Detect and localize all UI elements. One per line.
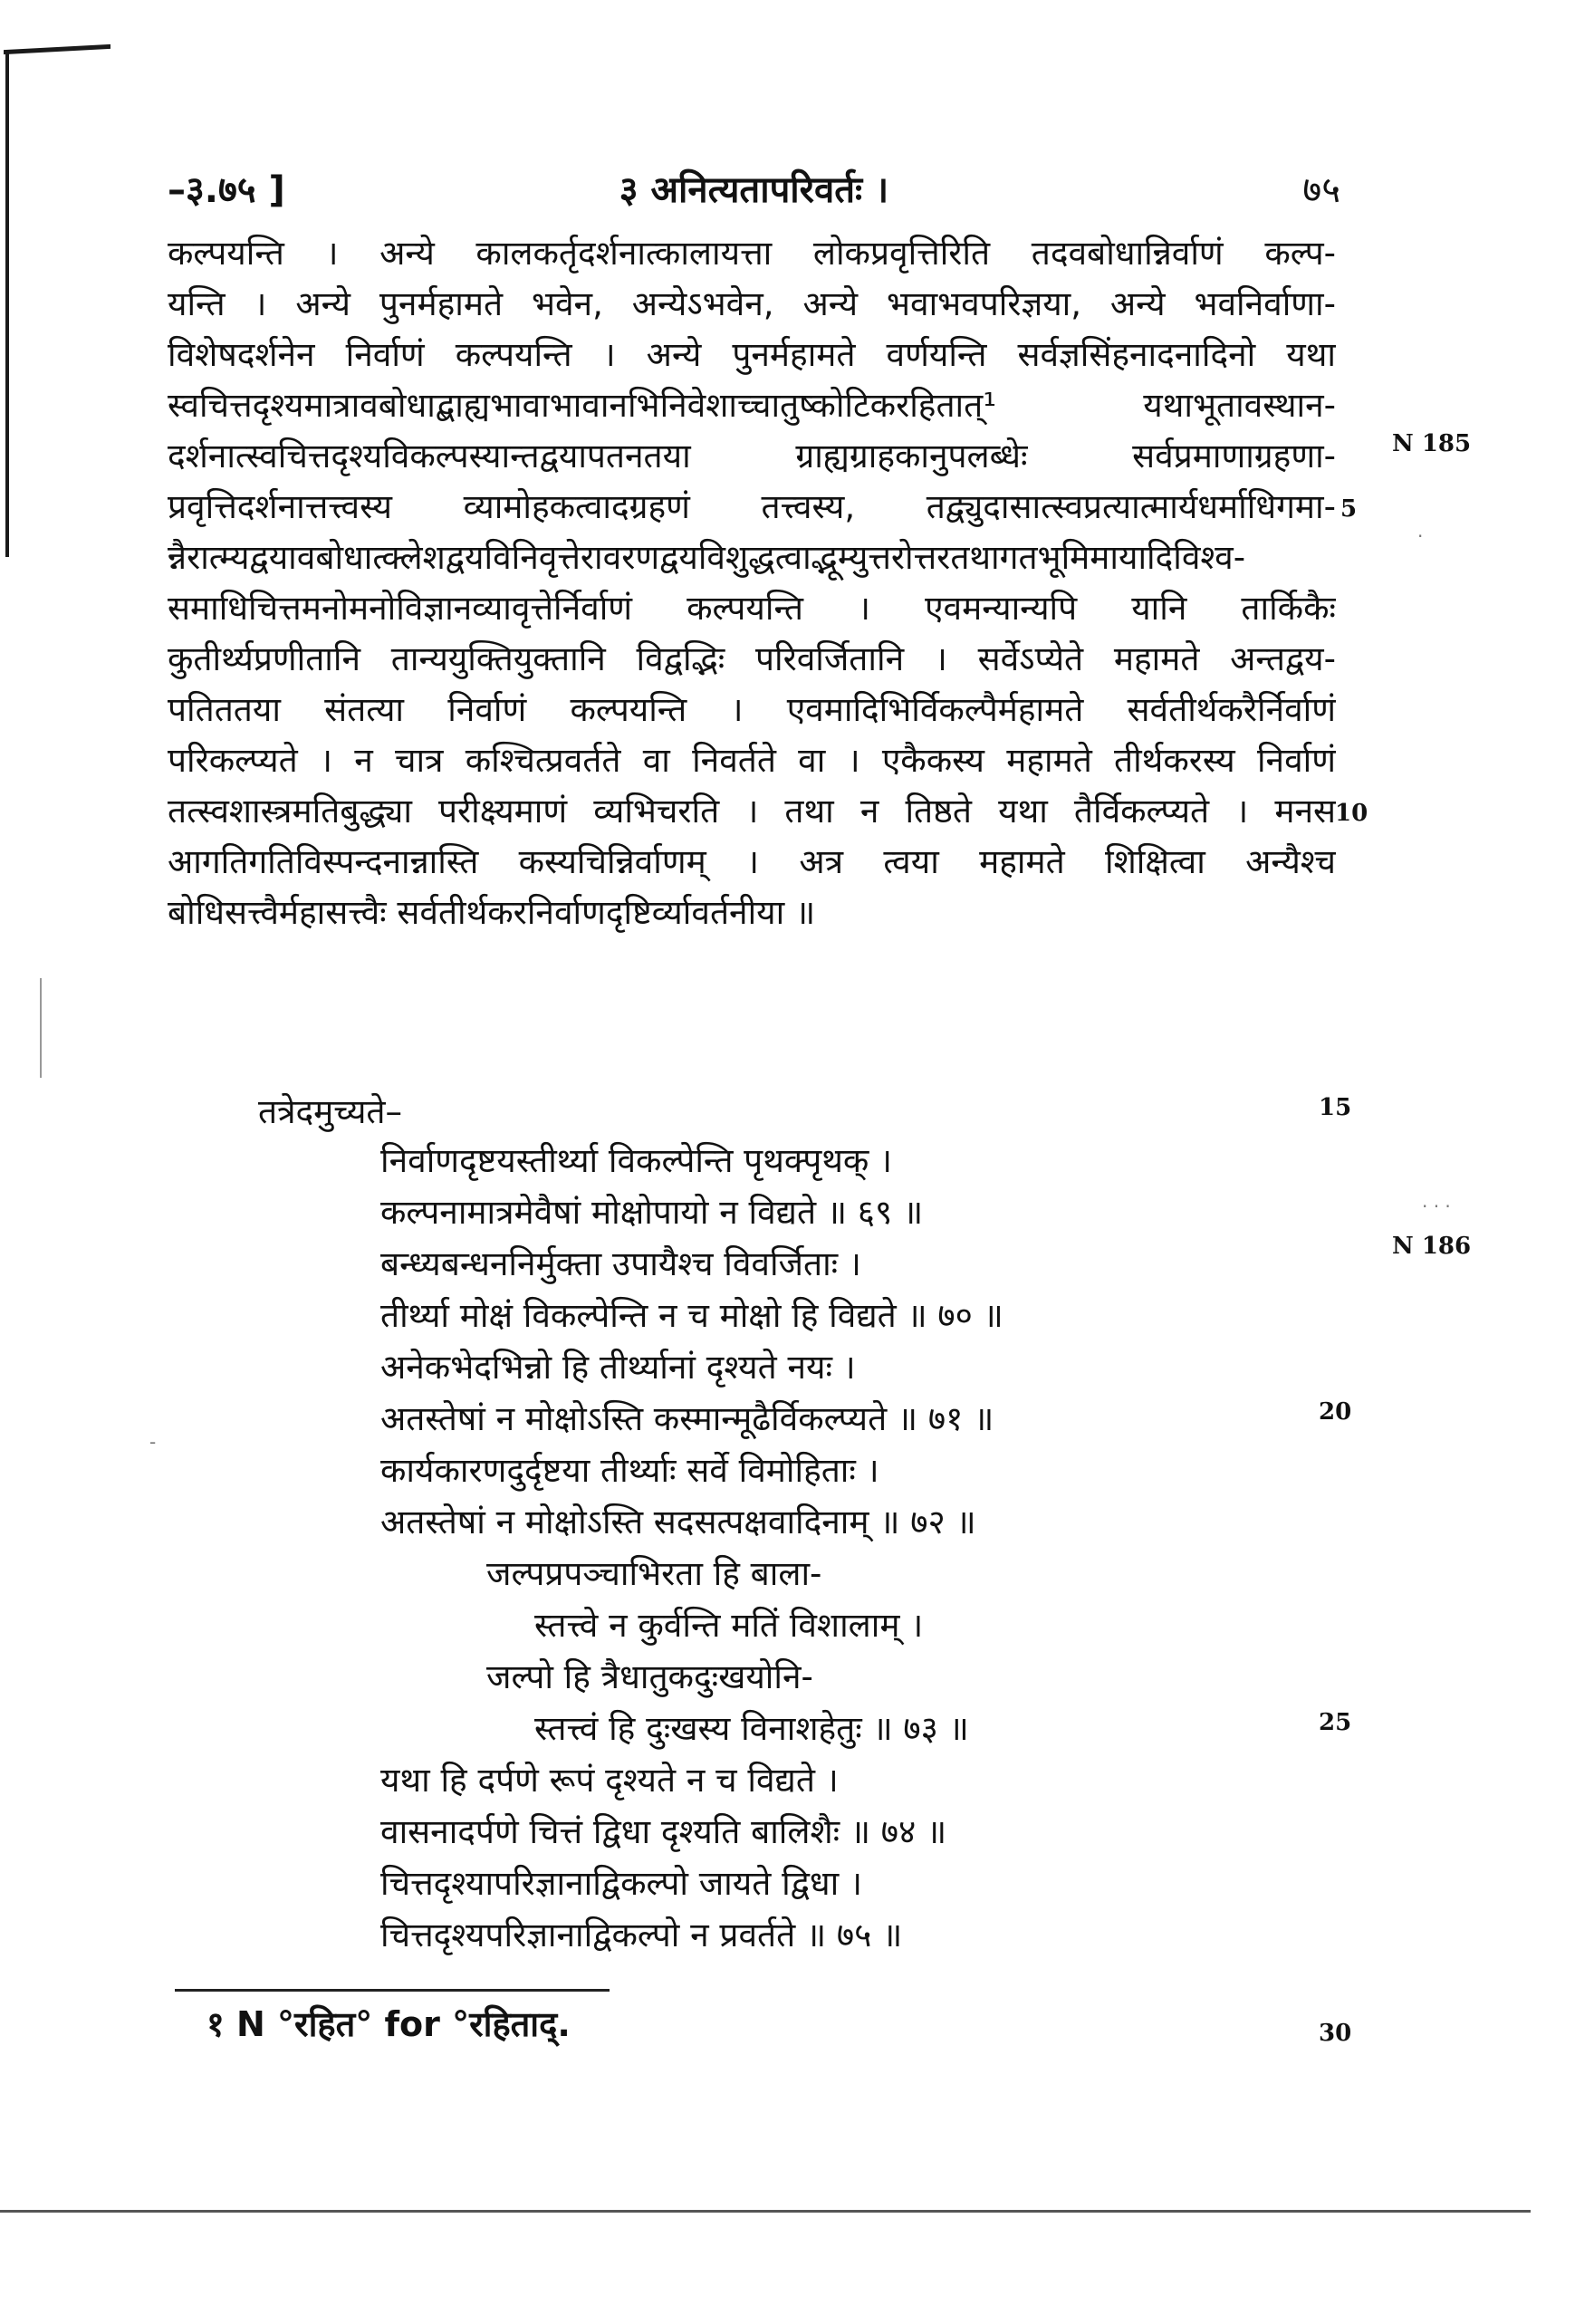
prose-line: प्रवृत्तिदर्शनात्तत्त्वस्य व्यामोहकत्वादग्रहणं तत्त्वस्य, तद्व्युदासात्स्वप्रत्यात्मार्यधर्माधिगमा- [168,487,1336,526]
verse-line: चित्तदृश्यापरिज्ञानाद्विकल्पो जायते द्विधा । [380,1864,863,1903]
prose-line: आगतिगतिविस्पन्दनान्नास्ति कस्यचिन्निर्वाणम् । अत्र त्वया महामते शिक्षित्वा अन्यैश्च [168,842,1336,881]
line-number: 25 [1319,1709,1352,1736]
verse-line: वासनादर्पणे चित्तं द्विधा दृश्यति बालिशैः ॥ ७४ ॥ [380,1812,947,1851]
verse-line: स्तत्त्वं हि दुःखस्य विनाशहेतुः ॥ ७३ ॥ [534,1709,969,1748]
verse-line: जल्पो हि त्रैधातुकदुःखयोनि- [486,1657,813,1696]
prose-line: पतिततया संतत्या निर्वाणं कल्पयन्ति । एवमादिभिर्विकल्पैर्महामते सर्वतीर्थकरैर्निर्वाणं [168,690,1336,729]
line-number: 30 [1319,2020,1352,2047]
prose-line: परिकल्प्यते । न चात्र कश्चित्प्रवर्तते वा निवर्तते वा । एकैकस्य महामते तीर्थकरस्य निर्वाणं [168,741,1336,780]
scan-speck: · · · [1422,1196,1451,1217]
verse-line: तीर्थ्या मोक्षं विकल्पेन्ति न च मोक्षो हि विद्यते ॥ ७० ॥ [380,1296,1003,1335]
prose-line: विशेषदर्शनेन निर्वाणं कल्पयन्ति । अन्ये पुनर्महामते वर्णयन्ति सर्वज्ञसिंहनादनादिनो यथा [168,335,1336,374]
manuscript-ref: N 185 [1392,430,1472,457]
verse-line: निर्वाणदृष्टयस्तीर्थ्या विकल्पेन्ति पृथक्पृथक् । [380,1141,893,1180]
header-section-ref: –३.७५ ] [168,169,285,211]
line-number: 10 [1335,800,1368,827]
prose-line: दर्शनात्स्वचित्तदृश्यविकल्पस्यान्तद्वयापतनतया ग्राह्यग्राहकानुपलब्धेः सर्वप्रमाणाग्रहणा- [168,437,1336,475]
prose-paragraph [168,228,1336,938]
prose-line: बोधिसत्त्वैर्महासत्त्वैः सर्वतीर्थकरनिर्वाणदृष्टिर्व्यावर्तनीया ॥ [168,893,816,932]
scan-margin-mark [40,978,42,1078]
prose-line: तत्स्वशास्त्रमतिबुद्ध्या परीक्ष्यमाणं व्यभिचरति । तथा न तिष्ठते यथा तैर्विकल्प्यते । मनस [168,792,1336,831]
line-number: 20 [1319,1398,1352,1426]
footnote-rule [175,1989,610,1992]
prose-line: न्नैरात्म्यद्वयावबोधात्क्लेशद्वयविनिवृत्तेरावरणद्वयविशुद्धत्वाद्भूम्युत्तरोत्तरतथागतभूमिमायादिविश्व- [168,538,1246,577]
scan-speck: - [149,1431,157,1453]
prose-line: कल्पयन्ति । अन्ये कालकर्तृदर्शनात्कालायत्ता लोकप्रवृत्तिरिति तदवबोधान्निर्वाणं कल्प- [168,234,1336,273]
verse-line: जल्पप्रपञ्चाभिरता हि बाला- [486,1554,822,1593]
running-header [168,163,1340,217]
prose-line: समाधिचित्तमनोमनोविज्ञानव्यावृत्तेर्निर्वाणं कल्पयन्ति । एवमन्यान्यपि यानि तार्किकैः [168,589,1336,628]
verse-intro: तत्रेदमुच्यते– [258,1092,402,1131]
verse-line: यथा हि दर्पणे रूपं दृश्यते न च विद्यते । [380,1761,839,1800]
prose-line: कुतीर्थ्यप्रणीतानि तान्ययुक्तियुक्तानि विद्वद्भिः परिवर्जितानि । सर्वेऽप्येते महामते अन्तद्वय- [168,639,1336,678]
verse-line: स्तत्त्वे न कुर्वन्ति मतिं विशालाम् । [534,1606,924,1645]
page-bottom-edge [0,2210,1531,2213]
verse-line: अनेकभेदभिन्नो हि तीर्थ्यानां दृश्यते नयः । [380,1348,856,1387]
verse-line: अतस्तेषां न मोक्षोऽस्ति सदसत्पक्षवादिनाम् ॥ ७२ ॥ [380,1503,976,1541]
header-page-number: ७५ [1302,169,1340,211]
line-number: 5 [1340,495,1358,523]
page-corner-mark [4,44,110,54]
verse-line: बन्ध्यबन्धननिर्मुक्ता उपायैश्च विवर्जिताः । [380,1244,861,1283]
verse-line: चित्तदृश्यपरिज्ञानाद्विकल्पो न प्रवर्तते ॥ ७५ ॥ [380,1916,903,1954]
verse-line: कार्यकारणदुर्दृष्टया तीर्थ्याः सर्वे विमोहिताः । [380,1451,879,1490]
prose-line: स्वचित्तदृश्यमात्रावबोधाद्बाह्यभावाभावानभिनिवेशाच्चातुष्कोटिकरहितात्¹ यथाभूतावस्थान- [168,386,1336,425]
verse-line: अतस्तेषां न मोक्षोऽस्ति कस्मान्मूढैर्विकल्प्यते ॥ ७१ ॥ [380,1399,994,1438]
prose-line: यन्ति । अन्ये पुनर्महामते भवेन, अन्येऽभवेन, अन्ये भवाभवपरिज्ञया, अन्ये भवनिर्वाणा- [168,284,1336,323]
header-chapter-title: ३ अनित्यतापरिवर्तः । [619,169,889,211]
line-number: 15 [1319,1094,1352,1121]
scan-speck: · [1417,525,1424,547]
footnote: १ N °रहित° for °रहिताद्. [206,2004,571,2044]
verse-line: कल्पनामात्रमेवैषां मोक्षोपायो न विद्यते ॥ ६९ ॥ [380,1193,924,1232]
page-edge-mark [5,50,9,557]
manuscript-ref: N 186 [1392,1233,1472,1260]
